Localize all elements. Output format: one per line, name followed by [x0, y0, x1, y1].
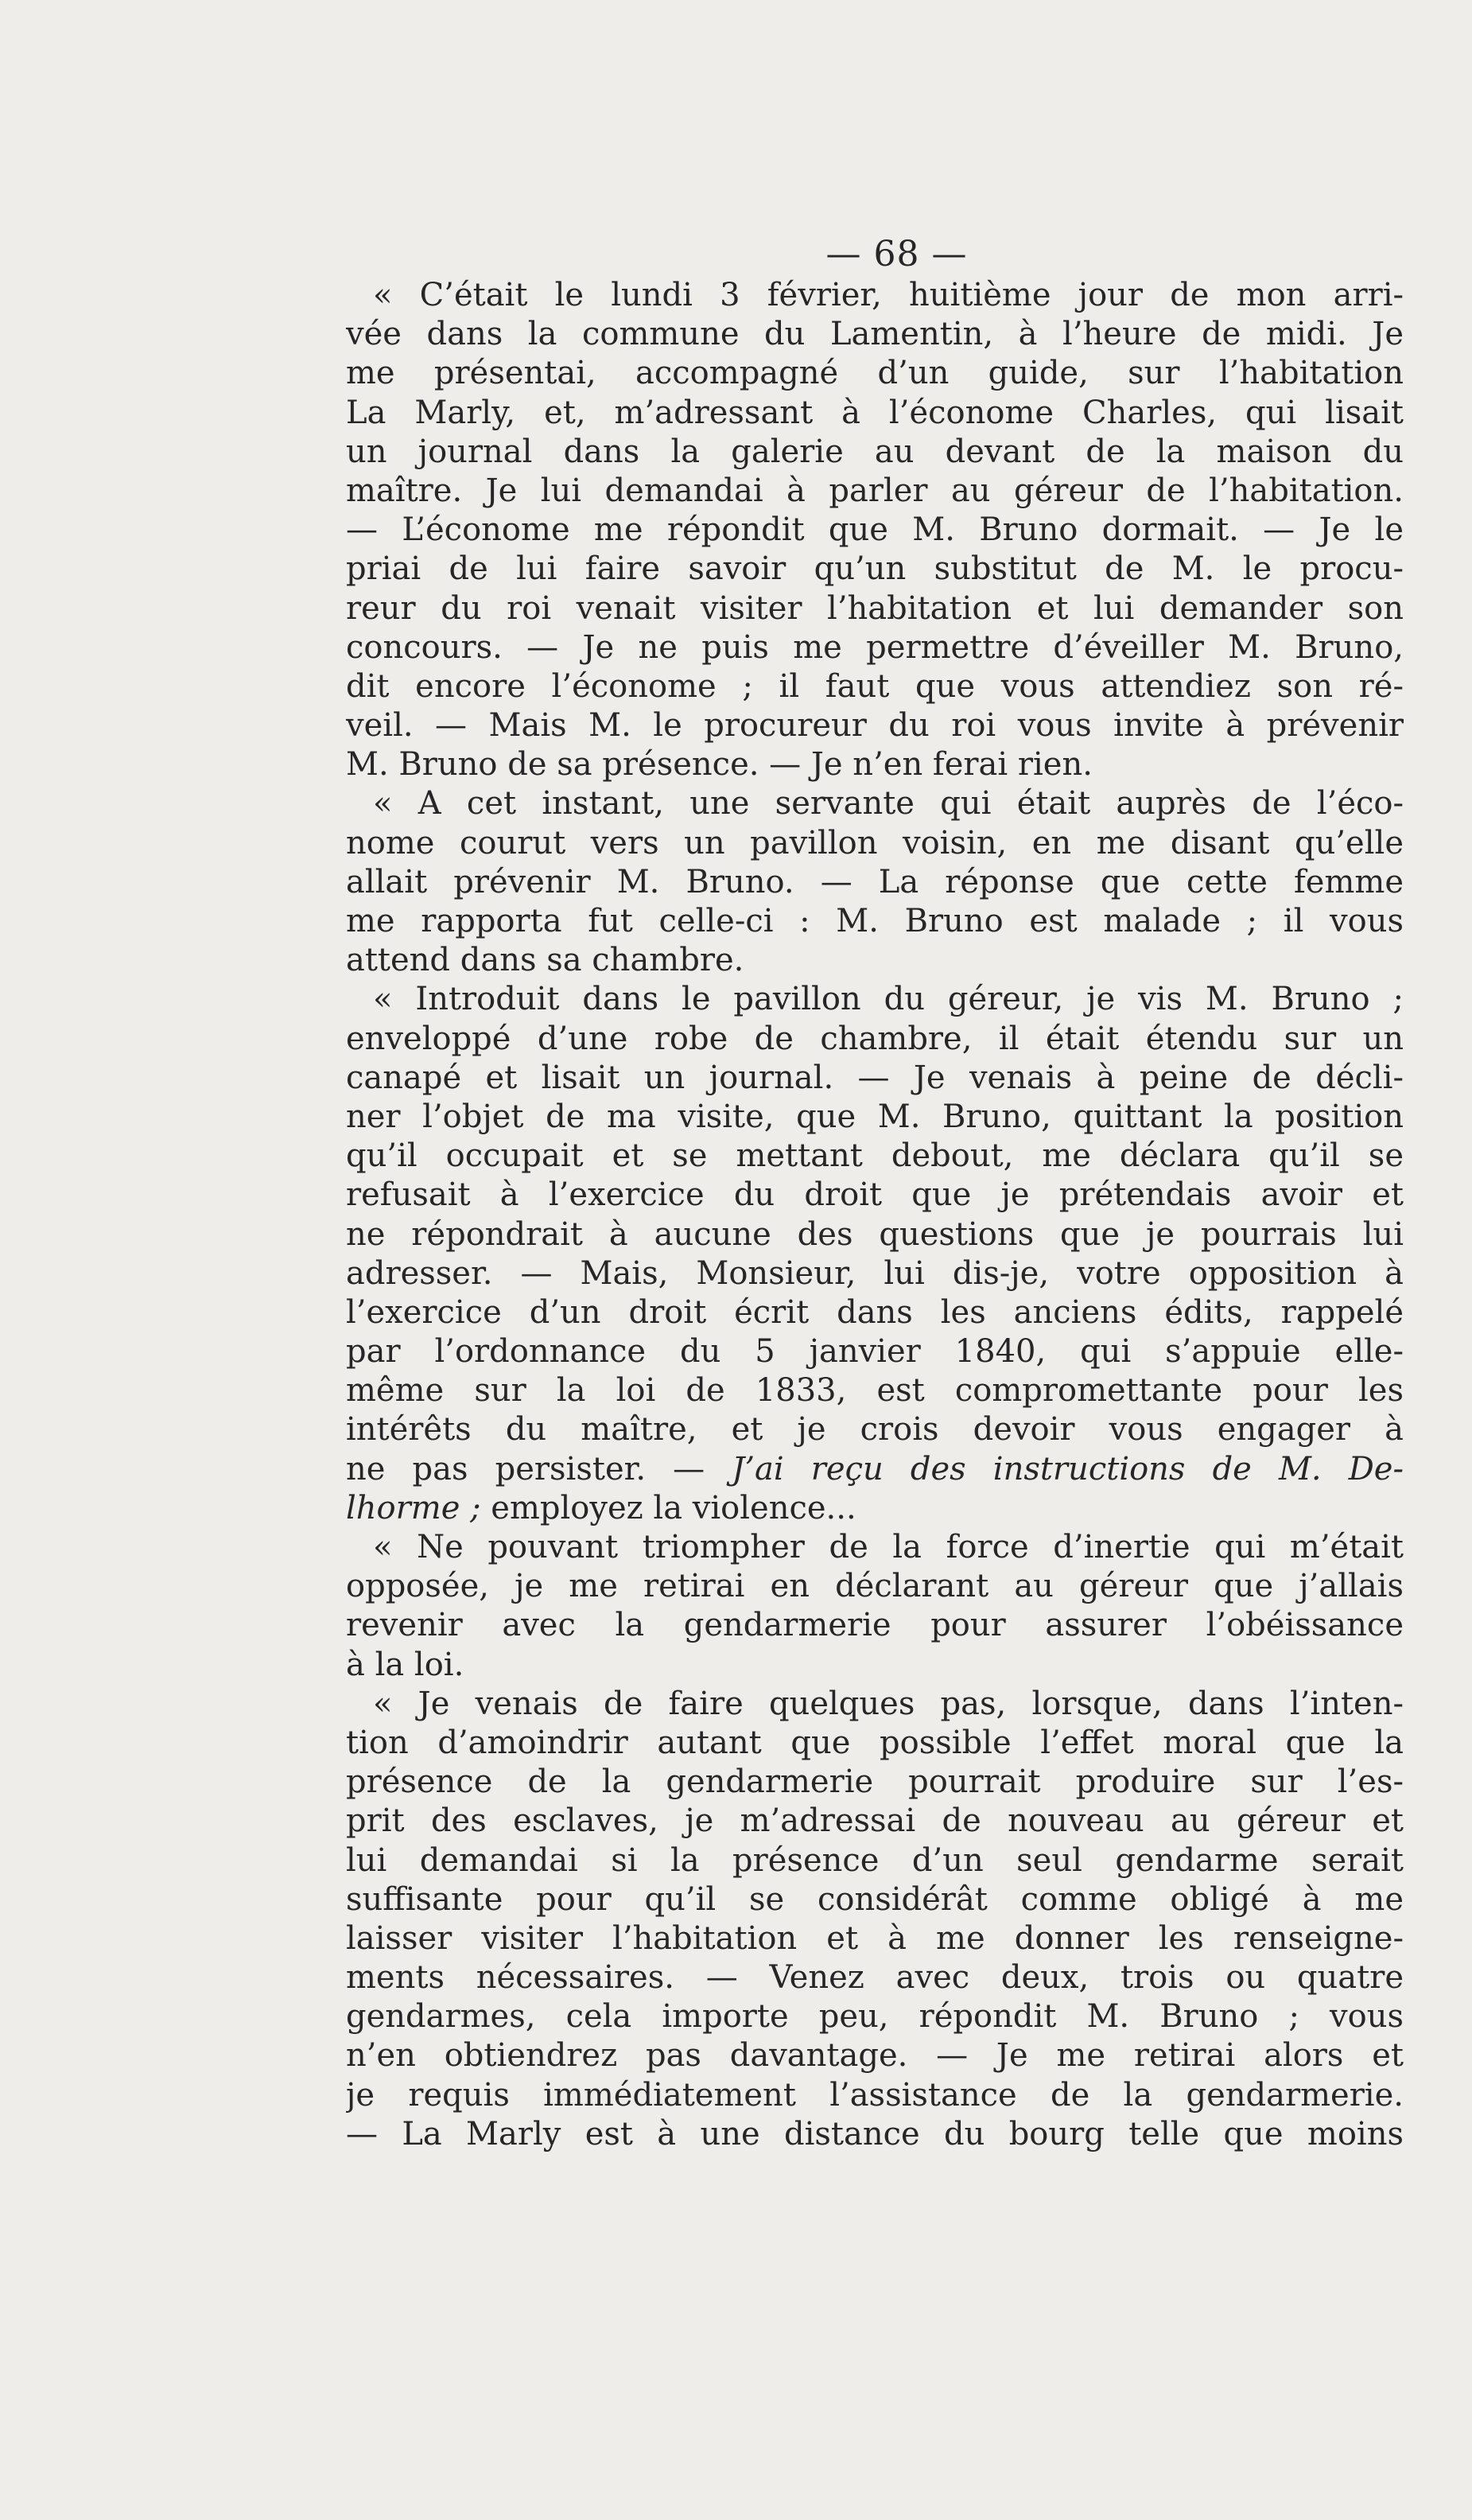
- text-line: [346, 1293, 1404, 1332]
- text-line-roman: gendarmes, cela importe peu, répondit M. Bruno ; vous: [346, 1998, 1404, 2036]
- text-line: [346, 394, 1404, 433]
- text-line: [346, 745, 1404, 784]
- text-line-roman: me rapporta fut celle-ci : M. Bruno est malade ; il vous: [346, 903, 1404, 939]
- text-line: [346, 1763, 1404, 1802]
- text-line-roman: l’exercice d’un droit écrit dans les anciens édits, rappelé: [346, 1293, 1404, 1331]
- text-line-roman: je requis immédiatement l’assistance de la gendarmerie.: [346, 2076, 1404, 2114]
- page-text-block: [346, 231, 1404, 2154]
- text-line-roman: ner l’objet de ma visite, que M. Bruno, quittant la position: [346, 1098, 1404, 1135]
- text-line-italic: J’ai reçu des instructions de M. De-: [732, 1450, 1404, 1488]
- text-line: [346, 315, 1404, 354]
- text-line: [346, 628, 1404, 667]
- text-line-roman: ne répondrait à aucune des questions que je pourrais lui: [346, 1215, 1404, 1253]
- page-number: — 68 —: [825, 234, 968, 274]
- text-line-roman: canapé et lisait un journal. — Je venais à peine de décli-: [346, 1059, 1404, 1096]
- text-line-roman: « C’était le lundi 3 février, huitième jour de mon arri-: [373, 277, 1404, 313]
- text-line-roman: me présentai, accompagné d’un guide, sur l’habitation: [346, 355, 1404, 392]
- text-line: [346, 276, 1404, 315]
- text-line: [346, 1215, 1404, 1254]
- text-line: [346, 902, 1404, 941]
- text-line: [346, 2115, 1404, 2154]
- text-line-roman: adresser. — Mais, Monsieur, lui dis-je, votre opposition à: [346, 1254, 1404, 1292]
- text-line-roman: tion d’amoindrir autant que possible l’effet moral que la: [346, 1724, 1404, 1761]
- body-text: [346, 276, 1404, 2154]
- text-line: [346, 1176, 1404, 1215]
- text-line-roman: nome courut vers un pavillon voisin, en me disant qu’elle: [346, 824, 1404, 861]
- text-line-roman: intérêts du maître, et je crois devoir vous engager à: [346, 1411, 1404, 1449]
- text-line: [346, 550, 1404, 589]
- text-line-roman: « Je venais de faire quelques pas, lorsque, dans l’inten-: [373, 1685, 1404, 1722]
- text-line: [346, 2076, 1404, 2115]
- text-line-roman: n’en obtiendrez pas davantage. — Je me retirai alors et: [346, 2037, 1404, 2075]
- text-line: [346, 1020, 1404, 1059]
- text-line: [346, 1724, 1404, 1763]
- text-line-roman: refusait à l’exercice du droit que je prétendais avoir et: [346, 1176, 1404, 1214]
- text-line-roman: laisser visiter l’habitation et à me donner les renseigne-: [346, 1919, 1404, 1957]
- text-line-roman: La Marly, et, m’adressant à l’économe Charles, qui lisait: [346, 394, 1404, 431]
- text-line-roman: opposée, je me retirai en déclarant au géreur que j’allais: [346, 1568, 1404, 1605]
- text-line-roman: reur du roi venait visiter l’habitation et lui demander son: [346, 589, 1404, 627]
- text-line-roman: « A cet instant, une servante qui était auprès de l’éco-: [373, 785, 1404, 822]
- text-line-roman: un journal dans la galerie au devant de la maison du: [346, 433, 1404, 470]
- text-line-roman: ments nécessaires. — Venez avec deux, trois ou quatre: [346, 1959, 1404, 1997]
- text-line: [346, 2036, 1404, 2075]
- text-line-roman: même sur la loi de 1833, est compromettante pour les: [346, 1372, 1404, 1410]
- text-line: [346, 1332, 1404, 1371]
- text-line-roman: lui demandai si la présence d’un seul gendarme serait: [346, 1841, 1404, 1879]
- text-line-roman: attend dans sa chambre.: [346, 942, 744, 979]
- text-line: [346, 433, 1404, 472]
- text-line-roman: dit encore l’économe ; il faut que vous attendiez son ré-: [346, 667, 1404, 705]
- text-line: [346, 980, 1404, 1019]
- text-line: [346, 941, 1404, 980]
- text-line: [346, 1802, 1404, 1841]
- text-line-roman: vée dans la commune du Lamentin, à l’heure de midi. Je: [346, 316, 1404, 353]
- text-line: [346, 1919, 1404, 1958]
- text-line-roman: employez la violence...: [480, 1489, 856, 1526]
- text-line: [346, 863, 1404, 902]
- text-line-roman: qu’il occupait et se mettant debout, me déclara qu’il se: [346, 1138, 1404, 1175]
- text-line: [346, 706, 1404, 745]
- text-line: [346, 1410, 1404, 1449]
- text-line-roman: à la loi.: [346, 1646, 464, 1683]
- text-line-italic: lhorme ;: [346, 1489, 481, 1526]
- text-line-roman: allait prévenir M. Bruno. — La réponse que cette femme: [346, 863, 1404, 900]
- text-line-roman: veil. — Mais M. le procureur du roi vous invite à prévenir: [346, 707, 1404, 745]
- text-line: [346, 1098, 1404, 1137]
- text-line: [346, 1646, 1404, 1685]
- text-line: [346, 1450, 1404, 1489]
- text-line: [346, 1606, 1404, 1645]
- text-line: [346, 1841, 1404, 1880]
- text-line: [346, 1685, 1404, 1724]
- text-line-roman: suffisante pour qu’il se considérât comme obligé à me: [346, 1880, 1404, 1918]
- text-line: [346, 1137, 1404, 1176]
- text-line: [346, 1528, 1404, 1567]
- text-line-roman: par l’ordonnance du 5 janvier 1840, qui s’appuie elle-: [346, 1333, 1404, 1371]
- text-line-roman: présence de la gendarmerie pourrait produire sur l’es-: [346, 1764, 1404, 1801]
- text-line: [346, 1567, 1404, 1606]
- text-line-roman: ne pas persister. —: [346, 1450, 732, 1488]
- text-line-roman: maître. Je lui demandai à parler au géreur de l’habitation.: [346, 472, 1404, 509]
- text-line: [346, 1371, 1404, 1410]
- text-line-roman: M. Bruno de sa présence. — Je n’en ferai rien.: [346, 746, 1093, 784]
- text-line-roman: « Ne pouvant triompher de la force d’inertie qui m’était: [373, 1529, 1404, 1565]
- text-line: [346, 667, 1404, 706]
- text-line: [346, 824, 1404, 863]
- text-line: [346, 1880, 1404, 1919]
- text-line: [346, 511, 1404, 550]
- text-line: [346, 1059, 1404, 1098]
- text-line-roman: concours. — Je ne puis me permettre d’éveiller M. Bruno,: [346, 628, 1404, 666]
- text-line-roman: priai de lui faire savoir qu’un substitut de M. le procu-: [346, 550, 1404, 588]
- text-line-roman: revenir avec la gendarmerie pour assurer l’obéissance: [346, 1607, 1404, 1644]
- text-line-roman: — L’économe me répondit que M. Bruno dormait. — Je le: [346, 511, 1404, 549]
- text-line: [346, 354, 1404, 393]
- text-line: [346, 1489, 1404, 1528]
- text-line-roman: — La Marly est à une distance du bourg telle que moins: [346, 2115, 1404, 2152]
- text-line: [346, 1958, 1404, 1997]
- text-line-roman: enveloppé d’une robe de chambre, il était étendu sur un: [346, 1020, 1404, 1057]
- text-line: [346, 472, 1404, 511]
- text-line-roman: prit des esclaves, je m’adressai de nouveau au géreur et: [346, 1802, 1404, 1840]
- text-line: [346, 589, 1404, 628]
- text-line-roman: « Introduit dans le pavillon du géreur, je vis M. Bruno ;: [373, 981, 1404, 1018]
- text-line: [346, 784, 1404, 823]
- text-line: [346, 1254, 1404, 1293]
- text-line: [346, 1997, 1404, 2036]
